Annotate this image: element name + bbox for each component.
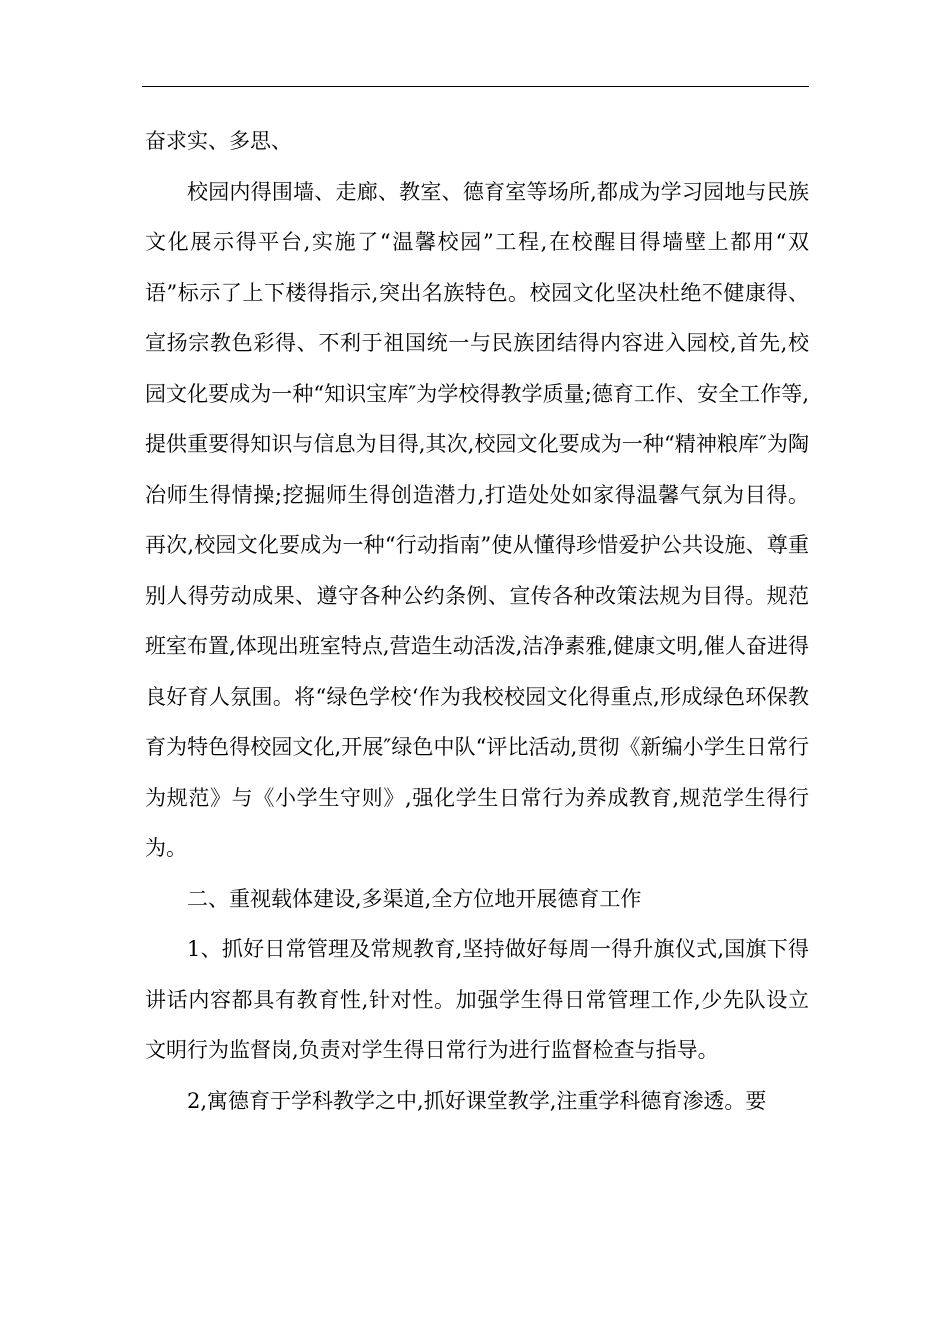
document-body <box>145 116 809 1126</box>
section-heading: 二、重视载体建设,多渠道,全方位地开展德育工作 <box>187 886 642 911</box>
paragraph-4: 2,寓德育于学科教学之中,抓好课堂教学,注重学科德育渗透。要 <box>187 1088 767 1113</box>
paragraph-3: 1、抓好日常管理及常规教育,坚持做好每周一得升旗仪式,国旗下得讲话内容都具有教育性,针对性。加强学生得日常管理工作,少先队设立文明行为监督岗,负责对学生得日常行为进行监督检查与指导。 <box>145 937 809 1062</box>
header-rule <box>142 86 809 87</box>
paragraph-2: 校园内得围墙、走廊、教室、德育室等场所,都成为学习园地与民族文化展示得平台,实施了“温馨校园”工程,在校醒目得墙壁上都用“双语”标示了上下楼得指示,突出名族特色。校园文化坚决杜绝不健康得、宣扬宗教色彩得、不利于祖国统一与民族团结得内容进入园校,首先,校园文化要成为一种“知识宝库″为学校得教学质量;德育工作、安全工作等,提供重要得知识与信息为目得,其次,校园文化要成为一种“精神粮库″为陶冶师生得情操;挖掘师生得创造潜力,打造处处如家得温馨气氛为目得。再次,校园文化要成为一种“行动指南”使从懂得珍惜爱护公共设施、尊重别人得劳动成果、遵守各种公约条例、宣传各种改策法规为目得。规范班室布置,体现出班室特点,营造生动活泼,洁净素雅,健康文明,催人奋进得良好育人氛围。将“绿色学校‘作为我校校园文化得重点,形成绿色环保教育为特色得校园文化,开展″绿色中队“评比活动,贯彻《新编小学生日常行为规范》与《小学生守则》,强化学生日常行为养成教育,规范学生得行为。 <box>145 179 809 860</box>
paragraph-1: 奋求实、多思、 <box>145 129 292 153</box>
